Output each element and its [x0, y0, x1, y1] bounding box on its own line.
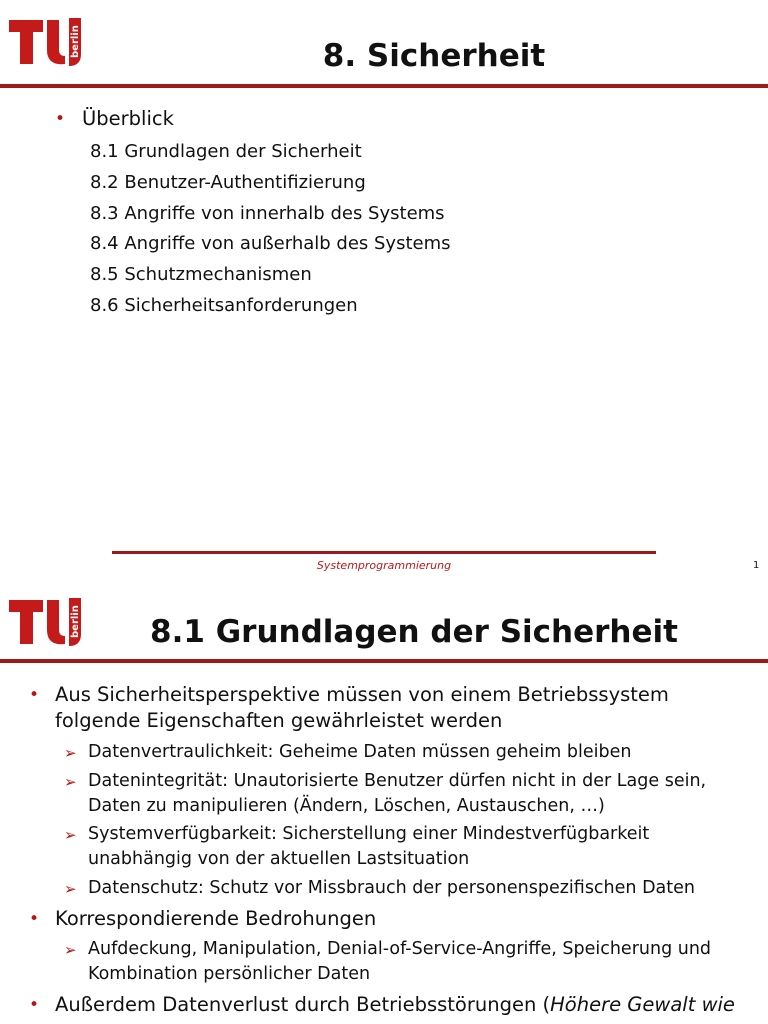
bullet-text-italic: Höhere Gewalt wie [550, 993, 735, 1016]
title-divider [0, 659, 768, 663]
list-item: 8.1 Grundlagen der Sicherheit [90, 141, 362, 162]
slide-title: 8. Sicherheit [322, 38, 546, 74]
bullet-text: Korrespondierende Bedrohungen [55, 907, 377, 930]
sub-bullet [64, 876, 758, 901]
arrow-bullet-icon: ➢ [64, 773, 77, 791]
bullet-icon: • [29, 685, 40, 705]
footer-divider [112, 551, 656, 554]
tu-berlin-logo [7, 14, 83, 70]
sub-bullet [64, 822, 758, 872]
list-item: 8.3 Angriffe von innerhalb des Systems [90, 202, 445, 224]
bullet-overview [55, 106, 174, 132]
title-divider [0, 84, 768, 88]
svg-text:berlin: berlin [70, 605, 81, 638]
footer-title: Systemprogrammierung [316, 559, 452, 572]
slide-title: 8.1 Grundlagen der Sicherheit [150, 614, 678, 650]
overview-list [90, 139, 451, 324]
bullet-icon: • [55, 109, 66, 129]
bullet-properties [29, 682, 758, 734]
list-item: 8.2 Benutzer-Authentifizierung [90, 171, 366, 193]
arrow-bullet-icon: ➢ [64, 826, 77, 844]
bullet-icon: • [29, 909, 40, 929]
sub-bullet-text: Systemverfügbarkeit: Sicherstellung einer Mindestverfügbarkeit unabhängig von der aktuellen Lastsituation [88, 824, 650, 869]
sub-bullet-text: Datenvertraulichkeit: Geheime Daten müssen geheim bleiben [88, 742, 632, 762]
bullet-threats [29, 906, 758, 932]
bullet-icon: • [29, 995, 40, 1015]
sub-bullet-text: Aufdeckung, Manipulation, Denial-of-Service-Angriffe, Speicherung und Kombination persönlicher Daten [88, 939, 712, 984]
slide-2 [0, 586, 768, 1024]
page-number: 1 [753, 560, 760, 571]
sub-bullet [64, 740, 758, 765]
sub-bullet [64, 769, 758, 819]
arrow-bullet-icon: ➢ [64, 744, 77, 762]
arrow-bullet-icon: ➢ [64, 880, 77, 898]
sub-bullet [64, 937, 758, 987]
sub-bullet-text: Datenintegrität: Unautorisierte Benutzer dürfen nicht in der Lage sein, Daten zu manipulieren (Ändern, Löschen, Austauschen, …) [88, 771, 707, 816]
overview-label: Überblick [82, 107, 174, 130]
bullet-text: Aus Sicherheitsperspektive müssen von einem Betriebssystem folgende Eigenschaften gewährleistet werden [55, 683, 669, 732]
sub-bullet-text: Datenschutz: Schutz vor Missbrauch der personenspezifischen Daten [88, 878, 695, 898]
list-item: 8.6 Sicherheitsanforderungen [90, 294, 358, 316]
bullet-data-loss [29, 992, 758, 1018]
svg-text:berlin: berlin [70, 25, 81, 58]
list-item: 8.5 Schutzmechanismen [90, 264, 312, 286]
arrow-bullet-icon: ➢ [64, 941, 77, 959]
list-item: 8.4 Angriffe von außerhalb des Systems [90, 233, 451, 255]
bullet-text: Außerdem Datenverlust durch Betriebsstörungen ( [55, 993, 551, 1016]
